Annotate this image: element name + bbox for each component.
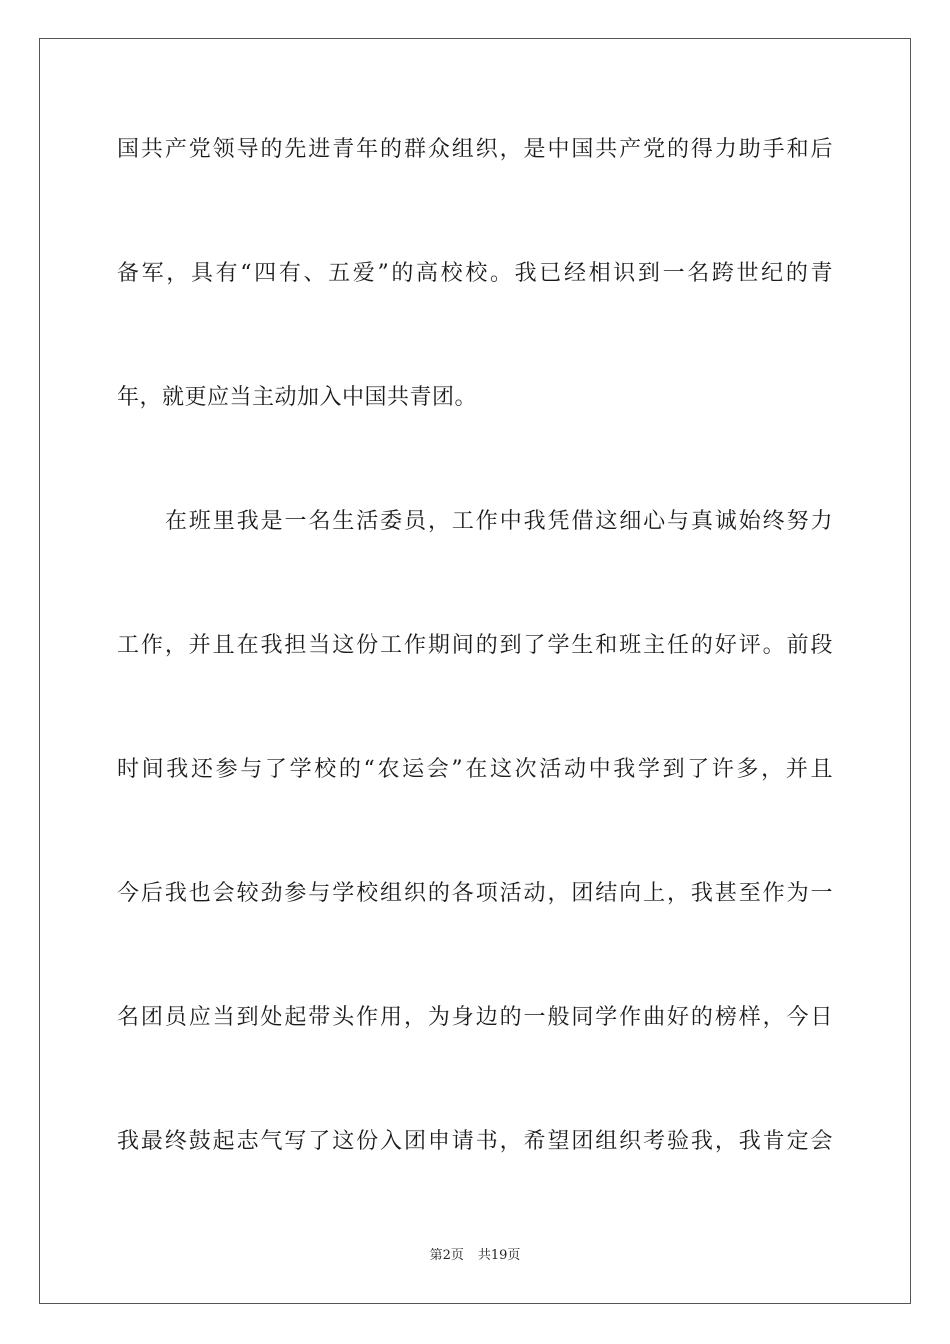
text-line: 工作，并且在我担当这份工作期间的到了学生和班主任的好评。前段 [117,633,833,658]
page-frame [39,38,911,1304]
text-line: 国共产党领导的先进青年的群众组织，是中国共产党的得力助手和后 [117,137,833,162]
text-line: 今后我也会较劲参与学校组织的各项活动，团结向上，我甚至作为一 [117,881,833,906]
text-line: 我最终鼓起志气写了这份入团申请书，希望团组织考验我，我肯定会 [117,1129,833,1154]
page-total: 共19页 [477,1248,521,1263]
text-line: 名团员应当到处起带头作用，为身边的一般同学作曲好的榜样，今日 [117,1005,833,1030]
text-line: 在班里我是一名生活委员，工作中我凭借这细心与真诚始终努力 [165,509,833,534]
page-footer [0,1246,950,1266]
text-line: 时间我还参与了学校的“农运会”在这次活动中我学到了许多，并且 [117,757,833,782]
page-number: 第2页 [429,1248,464,1263]
text-line: 备军，具有“四有、五爱”的高校校。我已经相识到一名跨世纪的青 [117,261,833,286]
text-line: 年，就更应当主动加入中国共青团。 [117,385,478,410]
